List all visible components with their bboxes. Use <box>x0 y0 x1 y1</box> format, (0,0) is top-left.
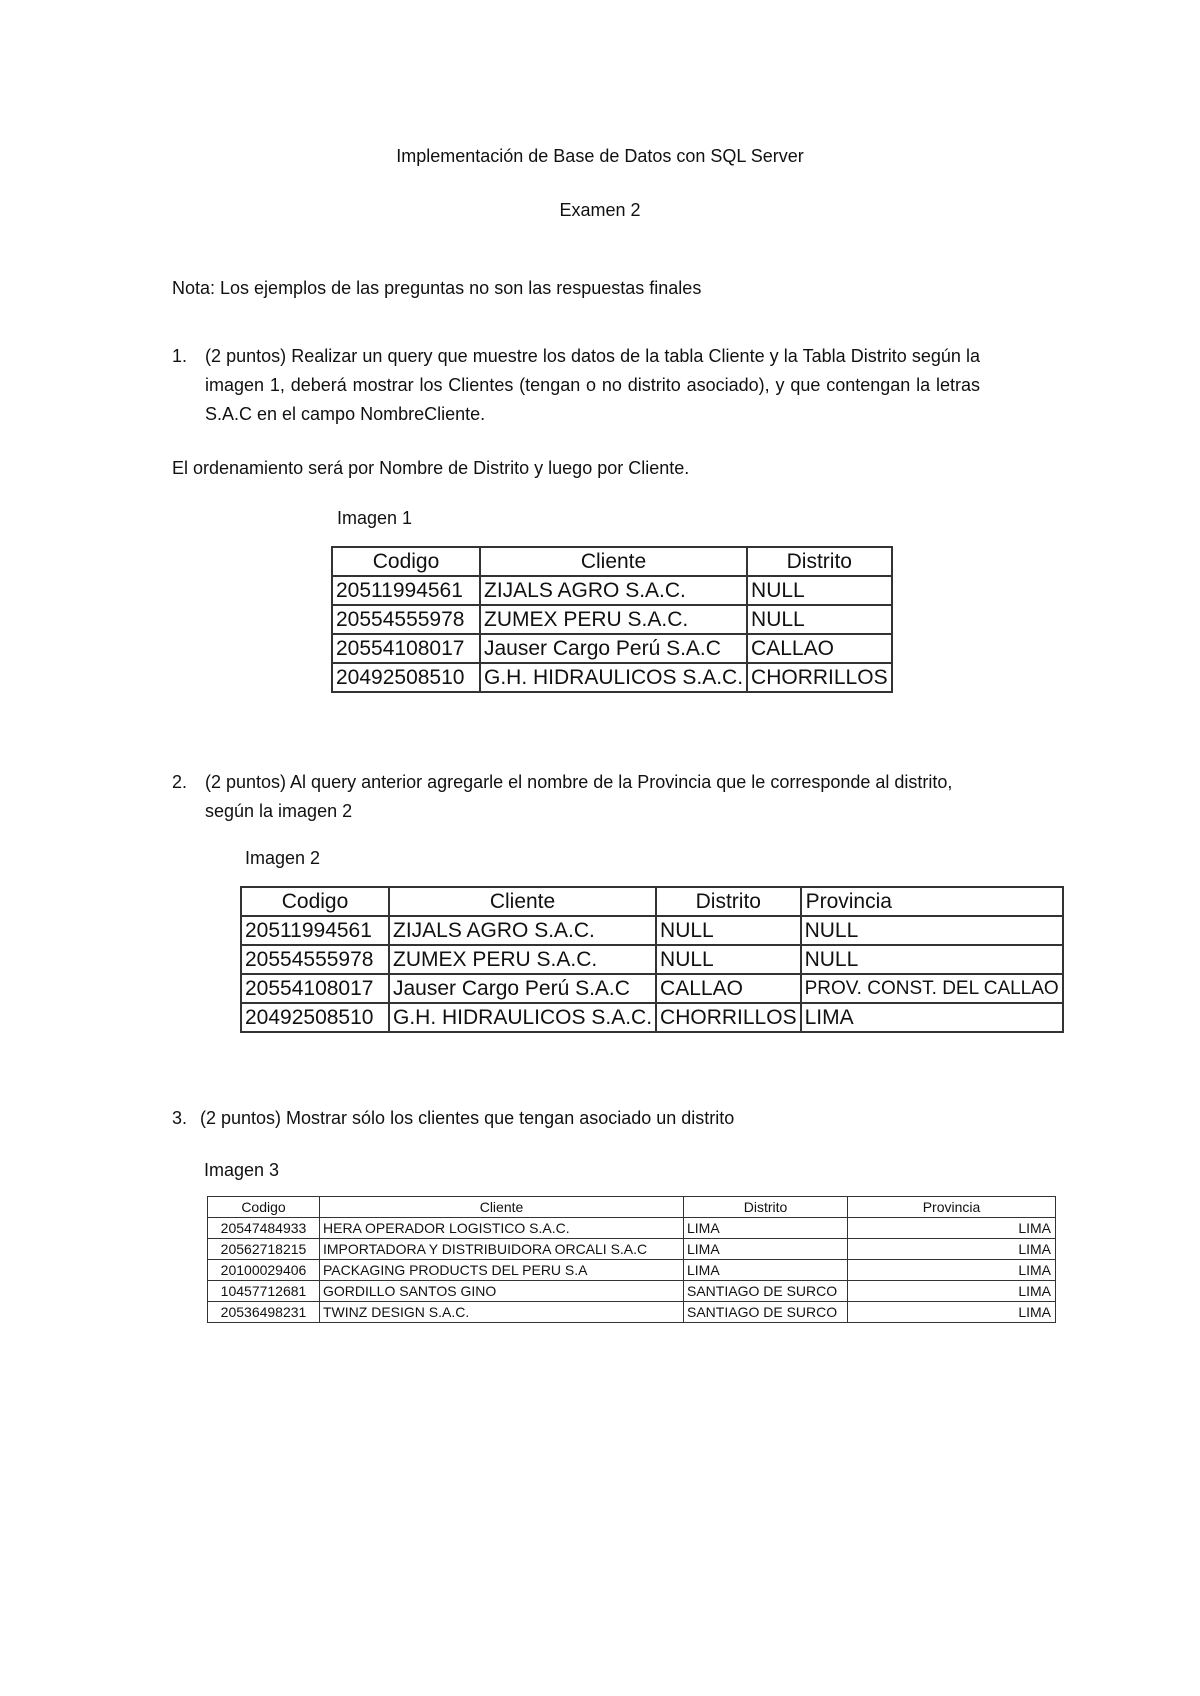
column-header-provincia: Provincia <box>848 1197 1056 1218</box>
table-row <box>208 1260 1056 1281</box>
table-cell: 20562718215 <box>208 1239 320 1260</box>
image-2-caption: Imagen 2 <box>245 848 321 868</box>
table-cell: NULL <box>747 605 892 634</box>
table-cell: LIMA <box>848 1218 1056 1239</box>
table-cell: ZUMEX PERU S.A.C. <box>480 605 747 634</box>
question-2-text: (2 puntos) Al query anterior agregarle el nombre de la Provincia que le corresponde al distrito, según la imagen 2 <box>205 772 953 821</box>
column-header-distrito: Distrito <box>684 1197 848 1218</box>
table-cell: ZIJALS AGRO S.A.C. <box>389 916 656 945</box>
table-cell: 10457712681 <box>208 1281 320 1302</box>
table-cell: CALLAO <box>747 634 892 663</box>
image-3-table <box>207 1196 1056 1323</box>
table-cell: 20511994561 <box>332 576 480 605</box>
column-header-cliente: Cliente <box>480 547 747 576</box>
question-3 <box>172 1104 980 1133</box>
document-title: Implementación de Base de Datos con SQL Server <box>396 146 804 166</box>
table-cell: 20554108017 <box>332 634 480 663</box>
table-cell: IMPORTADORA Y DISTRIBUIDORA ORCALI S.A.C <box>320 1239 684 1260</box>
question-3-number: 3. <box>172 1108 188 1128</box>
table-cell: 20511994561 <box>241 916 389 945</box>
table-cell: Jauser Cargo Perú S.A.C <box>389 974 656 1003</box>
note-text: Nota: Los ejemplos de las preguntas no son las respuestas finales <box>172 278 702 298</box>
table-cell: 20536498231 <box>208 1302 320 1323</box>
document-subtitle: Examen 2 <box>559 200 641 220</box>
column-header-codigo: Codigo <box>241 887 389 916</box>
question-1 <box>172 342 980 429</box>
question-1-order-text: El ordenamiento será por Nombre de Distrito y luego por Cliente. <box>172 458 690 478</box>
question-3-text: (2 puntos) Mostrar sólo los clientes que tengan asociado un distrito <box>200 1108 735 1128</box>
table-row <box>332 663 892 692</box>
question-1-text: (2 puntos) Realizar un query que muestre los datos de la tabla Cliente y la Tabla Distrito según la imagen 1, deberá mostrar los Clientes (tengan o no distrito asociado), y que contengan la letras S.A.C en el campo NombreCliente. <box>205 346 980 424</box>
table-cell: LIMA <box>684 1260 848 1281</box>
table-cell: ZUMEX PERU S.A.C. <box>389 945 656 974</box>
table-cell: GORDILLO SANTOS GINO <box>320 1281 684 1302</box>
table-row <box>332 605 892 634</box>
table-cell: G.H. HIDRAULICOS S.A.C. <box>389 1003 656 1032</box>
table-cell: SANTIAGO DE SURCO <box>684 1302 848 1323</box>
table-cell: LIMA <box>848 1281 1056 1302</box>
table-cell: CHORRILLOS <box>656 1003 801 1032</box>
image-3-caption: Imagen 3 <box>204 1160 280 1180</box>
table-row <box>208 1239 1056 1260</box>
table-header-row <box>241 887 1063 916</box>
table-cell: NULL <box>656 916 801 945</box>
table-row <box>208 1281 1056 1302</box>
column-header-codigo: Codigo <box>332 547 480 576</box>
column-header-cliente: Cliente <box>320 1197 684 1218</box>
table-cell: LIMA <box>801 1003 1063 1032</box>
table-cell: SANTIAGO DE SURCO <box>684 1281 848 1302</box>
table-cell: PROV. CONST. DEL CALLAO <box>801 974 1063 1003</box>
table-cell: CALLAO <box>656 974 801 1003</box>
table-row <box>332 634 892 663</box>
table-cell: 20547484933 <box>208 1218 320 1239</box>
table-cell: LIMA <box>684 1218 848 1239</box>
table-cell: TWINZ DESIGN S.A.C. <box>320 1302 684 1323</box>
table-row <box>332 576 892 605</box>
table-row <box>208 1218 1056 1239</box>
table-cell: 20492508510 <box>332 663 480 692</box>
question-2 <box>172 768 980 826</box>
column-header-codigo: Codigo <box>208 1197 320 1218</box>
table-row <box>241 945 1063 974</box>
table-header-row <box>208 1197 1056 1218</box>
table-cell: ZIJALS AGRO S.A.C. <box>480 576 747 605</box>
table-cell: NULL <box>801 945 1063 974</box>
table-cell: 20100029406 <box>208 1260 320 1281</box>
table-cell: LIMA <box>848 1302 1056 1323</box>
table-cell: 20554108017 <box>241 974 389 1003</box>
table-cell: NULL <box>747 576 892 605</box>
table-row <box>208 1302 1056 1323</box>
table-cell: CHORRILLOS <box>747 663 892 692</box>
question-1-number: 1. <box>172 346 188 366</box>
table-cell: Jauser Cargo Perú S.A.C <box>480 634 747 663</box>
table-row <box>241 974 1063 1003</box>
table-cell: 20554555978 <box>332 605 480 634</box>
table-cell: 20554555978 <box>241 945 389 974</box>
table-cell: NULL <box>801 916 1063 945</box>
table-cell: G.H. HIDRAULICOS S.A.C. <box>480 663 747 692</box>
image-1-caption: Imagen 1 <box>337 508 413 528</box>
image-1-table <box>331 546 893 693</box>
column-header-provincia: Provincia <box>801 887 1063 916</box>
table-row <box>241 1003 1063 1032</box>
column-header-distrito: Distrito <box>656 887 801 916</box>
table-header-row <box>332 547 892 576</box>
table-cell: 20492508510 <box>241 1003 389 1032</box>
table-cell: NULL <box>656 945 801 974</box>
table-row <box>241 916 1063 945</box>
table-cell: HERA OPERADOR LOGISTICO S.A.C. <box>320 1218 684 1239</box>
table-cell: LIMA <box>848 1239 1056 1260</box>
question-2-number: 2. <box>172 772 188 792</box>
column-header-cliente: Cliente <box>389 887 656 916</box>
column-header-distrito: Distrito <box>747 547 892 576</box>
table-cell: PACKAGING PRODUCTS DEL PERU S.A <box>320 1260 684 1281</box>
table-cell: LIMA <box>848 1260 1056 1281</box>
table-cell: LIMA <box>684 1239 848 1260</box>
image-2-table <box>240 886 1064 1033</box>
